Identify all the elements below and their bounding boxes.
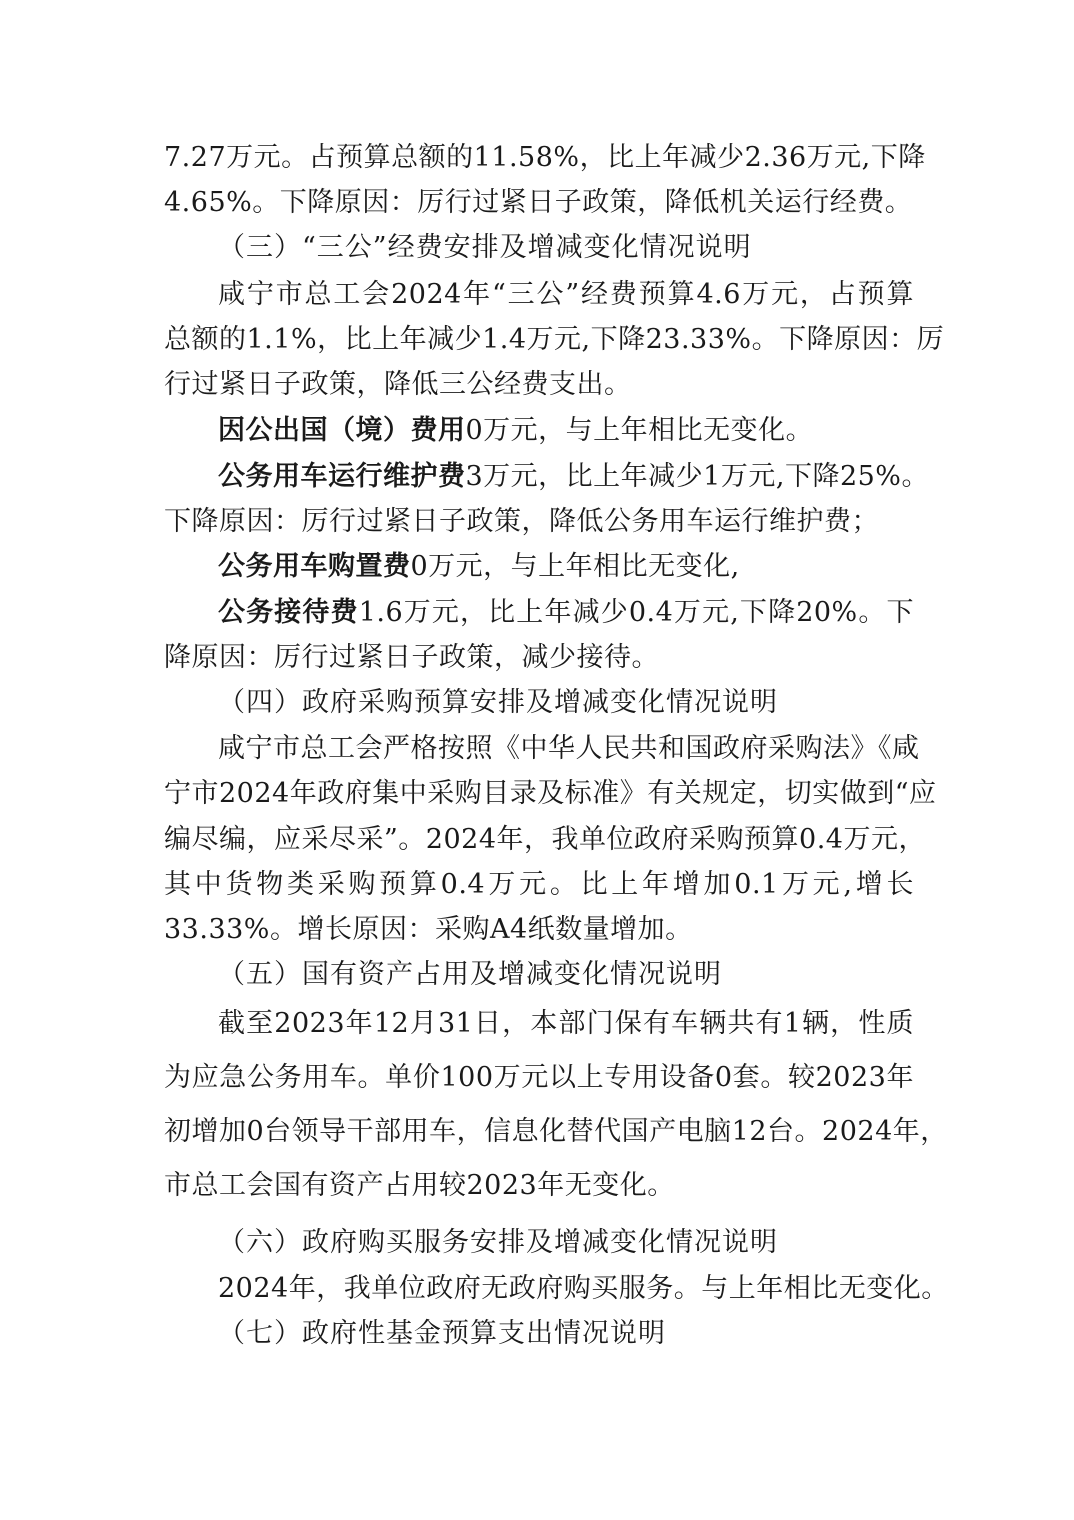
bold-label-overseas: 因公出国（境）费用 bbox=[218, 415, 466, 446]
vehicle-purchase-text: 0万元，与上年相比无变化, bbox=[410, 551, 740, 582]
paragraph-line-overseas bbox=[218, 411, 914, 451]
paragraph-line-vehicle-maintenance bbox=[218, 457, 929, 497]
section-heading-7: （七）政府性基金预算支出情况说明 bbox=[218, 1318, 666, 1349]
bold-label-reception: 公务接待费 bbox=[218, 597, 359, 628]
paragraph-line: 2024年，我单位政府无政府购买服务。与上年相比无变化。 bbox=[218, 1273, 949, 1304]
paragraph-line: 降原因：厉行过紧日子政策，减少接待。 bbox=[164, 642, 659, 673]
section-heading-4: （四）政府采购预算安排及增减变化情况说明 bbox=[218, 687, 778, 718]
paragraph-line: 编尽编，应采尽采”。2024年，我单位政府采购预算0.4万元， bbox=[164, 824, 926, 855]
paragraph-line: 截至2023年12月31日，本部门保有车辆共有1辆，性质 bbox=[218, 1008, 914, 1039]
paragraph-line: 咸宁市总工会严格按照《中华人民共和国政府采购法》《咸 bbox=[218, 733, 920, 764]
vehicle-maintenance-text: 3万元，比上年减少1万元,下降25%。 bbox=[465, 461, 929, 492]
paragraph-line: 市总工会国有资产占用较2023年无变化。 bbox=[164, 1170, 675, 1201]
paragraph-line: 宁市2024年政府集中采购目录及标准》有关规定，切实做到“应 bbox=[164, 778, 937, 809]
section-heading-6: （六）政府购买服务安排及增减变化情况说明 bbox=[218, 1227, 778, 1258]
paragraph-line: 咸宁市总工会2024年“三公”经费预算4.6万元，占预算 bbox=[218, 279, 914, 310]
bold-label-vehicle-maintenance: 公务用车运行维护费 bbox=[218, 461, 466, 492]
paragraph-line: 下降原因：厉行过紧日子政策，降低公务用车运行维护费； bbox=[164, 506, 879, 537]
paragraph-line: 33.33%。增长原因：采购A4纸数量增加。 bbox=[164, 914, 693, 945]
paragraph-line-reception bbox=[218, 593, 914, 633]
bold-label-vehicle-purchase: 公务用车购置费 bbox=[218, 551, 411, 582]
paragraph-line: 4.65%。下降原因：厉行过紧日子政策，降低机关运行经费。 bbox=[164, 187, 913, 218]
section-heading-5: （五）国有资产占用及增减变化情况说明 bbox=[218, 959, 722, 990]
paragraph-line-vehicle-purchase bbox=[218, 547, 914, 587]
paragraph-line: 初增加0台领导干部用车，信息化替代国产电脑12台。2024年， bbox=[164, 1116, 948, 1147]
paragraph-line: 7.27万元。占预算总额的11.58%，比上年减少2.36万元,下降 bbox=[164, 142, 926, 173]
paragraph-line: 其中货物类采购预算0.4万元。比上年增加0.1万元,增长 bbox=[164, 869, 914, 900]
reception-text: 1.6万元，比上年减少0.4万元,下降20%。下 bbox=[358, 597, 914, 628]
paragraph-line: 为应急公务用车。单价100万元以上专用设备0套。较2023年 bbox=[164, 1062, 914, 1093]
section-heading-3: （三）“三公”经费安排及增减变化情况说明 bbox=[218, 232, 752, 263]
paragraph-line: 行过紧日子政策，降低三公经费支出。 bbox=[164, 369, 632, 400]
overseas-text: 0万元，与上年相比无变化。 bbox=[465, 415, 814, 446]
paragraph-line: 总额的1.1%，比上年减少1.4万元,下降23.33%。下降原因：厉 bbox=[164, 324, 945, 355]
